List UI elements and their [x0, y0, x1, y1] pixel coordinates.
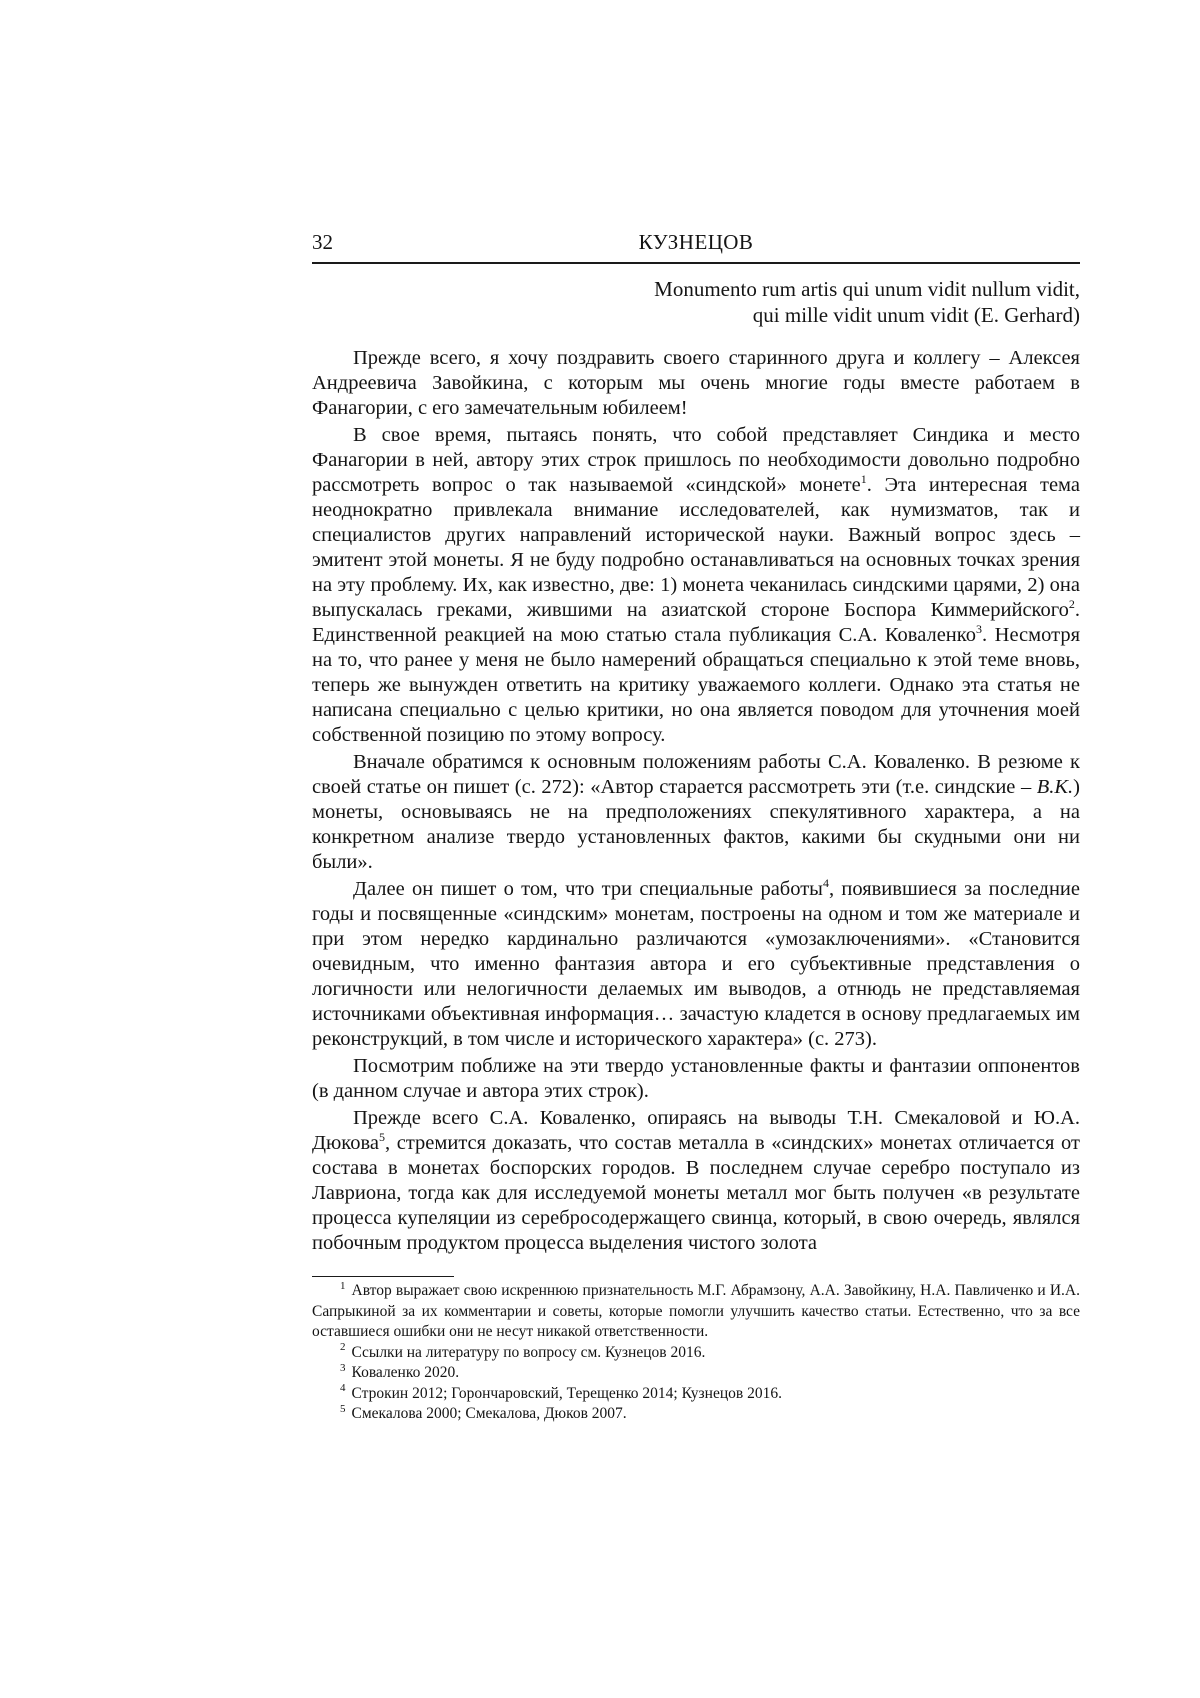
epigraph-line: Monumento rum artis qui unum vidit nullum vidit, [654, 277, 1080, 301]
footnote-text: Строкин 2012; Горончаровский, Терещенко 2014; Кузнецов 2016. [351, 1384, 782, 1402]
paragraph [312, 346, 1080, 421]
page-header [312, 228, 1080, 264]
page-number: 32 [312, 230, 333, 254]
paragraph [312, 1106, 1080, 1256]
paragraph-text: . Единственной реакцией на мою статью стала публикация С.А. Коваленко [312, 599, 1080, 646]
paragraph-text: . Несмотря на то, что ранее у меня не было намерений обращаться специально к этой теме вновь, теперь же вынужден ответить на критику уважаемого коллеги. Однако эта статья не написана специально с целью критики, но она является поводом для уточнения моей собственной позицию по этому вопросу. [312, 624, 1080, 746]
footnote-ref[interactable]: 5 [378, 1130, 385, 1145]
footnote-ref[interactable]: 2 [1068, 597, 1075, 612]
footnote-number: 3 [340, 1361, 346, 1374]
footnote-number: 1 [340, 1279, 346, 1292]
paragraph-text: ) монеты, основываясь не на предположениях спекулятивного характера, а на конкретном анализе твердо установленных фактов, какими бы скудными они ни были». [312, 776, 1080, 873]
footnote-number: 4 [340, 1382, 346, 1395]
footnote [312, 1281, 1080, 1343]
epigraph [312, 276, 1080, 328]
paragraph [312, 877, 1080, 1052]
footnote-text: Автор выражает свою искреннюю признательность М.Г. Абрамзону, А.А. Завойкину, Н.А. Павличенко и И.А. Сапрыкиной за их комментарии и советы, которые помогли улучшить качество статьи. Естественно, что за все оставшиеся ошибки они не несут никакой ответственности. [312, 1282, 1080, 1340]
running-head: КУЗНЕЦОВ [638, 230, 754, 254]
body-text [312, 346, 1080, 1258]
footnote [312, 1343, 1080, 1364]
footnote-number: 2 [340, 1341, 346, 1354]
footnote-text: Ссылки на литературу по вопросу см. Кузнецов 2016. [351, 1343, 706, 1361]
paragraph-text: В свое время, пытаясь понять, что собой представляет Синдика и место Фанагории в ней, автору этих строк пришлось по необходимости довольно подробно рассмотреть вопрос о так называемой «синдской» монете [312, 424, 1080, 496]
footnote [312, 1404, 1080, 1425]
footnote [312, 1384, 1080, 1405]
paragraph-text: Вначале обратимся к основным положениям работы С.А. Коваленко. В резюме к своей статье он пишет (с. 272): «Автор старается рассмотреть эти (т.е. синдские – [312, 751, 1080, 798]
footnote-text: Смекалова 2000; Смекалова, Дюков 2007. [351, 1405, 627, 1422]
paragraph-text: Прежде всего, я хочу поздравить своего старинного друга и коллегу – Алексея Андреевича Завойкина, с которым мы очень многие годы вместе работаем в Фанагории, с его замечательным юбилеем! [312, 347, 1080, 419]
footnote-separator [312, 1276, 454, 1277]
paragraph [312, 423, 1080, 748]
author-initials: В.К. [1036, 776, 1074, 798]
footnote-text: Коваленко 2020. [351, 1364, 460, 1381]
paragraph [312, 1054, 1080, 1104]
footnotes [312, 1281, 1080, 1425]
footnote-number: 5 [340, 1402, 346, 1415]
paragraph-text: , появившиеся за последние годы и посвященные «синдским» монетам, построены на одном и том же материале и при этом нередко кардинально различаются «умозаключениями». «Становится очевидным, что именно фантазия автора и его субъективные представления о логичности или нелогичности делаемых им выводов, а отнюдь не представляемая источниками объективная информация… зачастую кладется в основу предлагаемых им реконструкций, в том числе и исторического характера» (с. 273). [312, 878, 1080, 1050]
paragraph-text: Посмотрим поближе на эти твердо установленные факты и фантазии оппонентов (в данном случае и автора этих строк). [312, 1055, 1080, 1102]
paragraph [312, 750, 1080, 875]
paragraph-text: , стремится доказать, что состав металла в «синдских» монетах отличается от состава в монетах боспорских городов. В последнем случае серебро поступало из Лавриона, тогда как для исследуемой монеты металл мог быть получен «в результате процесса купеляции из серебросодержащего свинца, который, в свою очередь, являлся побочным продуктом процесса выделения чистого золота [312, 1132, 1080, 1254]
paragraph-text: Прежде всего С.А. Коваленко, опираясь на выводы Т.Н. Смекаловой и Ю.А. Дюкова [312, 1107, 1080, 1154]
epigraph-line: qui mille vidit unum vidit (E. Gerhard) [752, 303, 1080, 327]
footnote-ref[interactable]: 1 [860, 472, 867, 487]
paragraph-text: Далее он пишет о том, что три специальные работы [353, 878, 823, 900]
footnote-ref[interactable]: 4 [822, 876, 829, 891]
footnote-ref[interactable]: 3 [975, 622, 982, 637]
paragraph-text: . Эта интересная тема неоднократно привлекала внимание исследователей, как нумизматов, так и специалистов других направлений исторической науки. Важный вопрос здесь – эмитент этой монеты. Я не буду подробно останавливаться на основных точках зрения на эту проблему. Их, как известно, две: 1) монета чеканилась синдскими царями, 2) она выпускалась греками, жившими на азиатской стороне Боспора Киммерийского [312, 474, 1080, 621]
footnote [312, 1363, 1080, 1384]
